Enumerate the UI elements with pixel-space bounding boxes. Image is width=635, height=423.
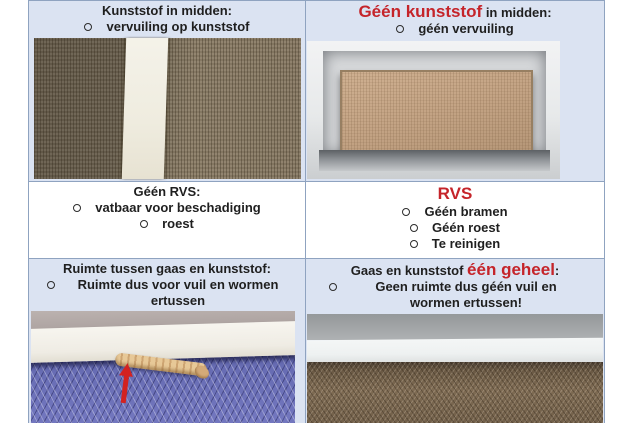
mesh-plastic-seam-photo <box>307 314 603 423</box>
up-arrow-annotation-icon <box>115 362 136 406</box>
white-plastic-strip <box>121 38 167 179</box>
cell-geen-rvs <box>29 182 305 258</box>
cell-title: Géén RVS: <box>133 184 201 199</box>
bullet-text: géén vervuiling <box>418 21 514 36</box>
cell-ruimte-tussen <box>29 259 305 423</box>
bullet-item <box>306 236 604 252</box>
gray-background-band <box>307 314 603 340</box>
comparison-table <box>28 0 605 423</box>
bullet-item <box>306 204 604 220</box>
bullet-text: Geen ruimte dus géén vuil en wormen ertussen! <box>375 279 557 310</box>
cell-title <box>306 259 604 279</box>
circle-bullet-icon <box>396 25 404 33</box>
circle-bullet-icon <box>402 208 410 216</box>
cell-title-prefix: Gaas en kunststof <box>350 263 468 278</box>
wood-mesh-panel <box>340 70 533 154</box>
bullet-text: vatbaar voor beschadiging <box>95 200 261 215</box>
bullet-item <box>29 216 305 232</box>
cell-geen-kunststof <box>306 1 604 181</box>
white-plastic-edge <box>307 338 603 365</box>
cell-title-rest: in midden: <box>482 5 552 20</box>
cell-een-geheel <box>306 259 604 423</box>
circle-bullet-icon <box>410 240 418 248</box>
tray-with-mesh-panel-photo <box>307 41 560 179</box>
cell-title-suffix: : <box>554 263 560 278</box>
bullet-item <box>306 220 604 236</box>
cell-title <box>306 1 604 21</box>
cell-title-red: Géén kunststof <box>358 2 483 21</box>
circle-bullet-icon <box>84 23 92 31</box>
mesh-surface <box>307 362 603 423</box>
cell-title-red: RVS <box>437 184 473 203</box>
arrow-shaft <box>121 374 129 403</box>
cell-kunststof-in-midden <box>29 1 305 181</box>
circle-bullet-icon <box>410 224 418 232</box>
cell-title: Kunststof in midden: <box>102 3 232 18</box>
mesh-with-plastic-strip-photo <box>34 38 301 179</box>
bullet-text: vervuiling op kunststof <box>106 19 250 34</box>
bullet-item <box>306 21 604 37</box>
bullet-text: roest <box>162 216 194 231</box>
circle-bullet-icon <box>329 283 337 291</box>
tray-floor-shadow <box>319 150 550 171</box>
worm-under-plastic-edge-photo <box>31 311 295 423</box>
cell-rvs <box>306 182 604 258</box>
circle-bullet-icon <box>140 220 148 228</box>
cell-title-red: één geheel <box>467 260 555 279</box>
circle-bullet-icon <box>47 281 55 289</box>
bullet-text: Géén bramen <box>424 204 508 219</box>
bullet-text: Géén roest <box>432 220 500 235</box>
cell-title: Ruimte tussen gaas en kunststof: <box>62 261 272 276</box>
bullet-item <box>29 277 305 309</box>
circle-bullet-icon <box>73 204 81 212</box>
bullet-text: Ruimte dus voor vuil en wormen ertussen <box>77 277 279 308</box>
bullet-item <box>306 279 604 311</box>
bullet-item <box>29 19 305 35</box>
bullet-item <box>29 200 305 216</box>
bullet-text: Te reinigen <box>431 236 501 251</box>
white-plastic-edge <box>31 321 295 363</box>
